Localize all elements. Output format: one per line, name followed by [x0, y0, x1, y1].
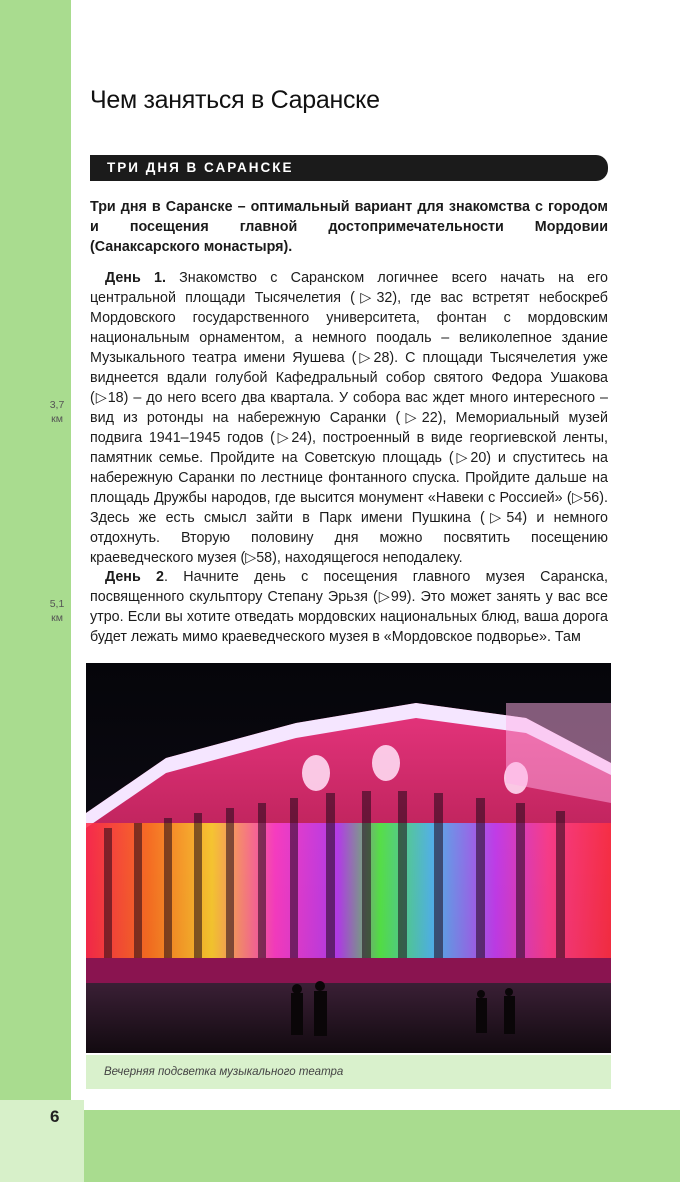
theatre-photo: [86, 663, 611, 1053]
margin-distance-unit: км: [51, 612, 63, 624]
day1-text: Знакомство с Саранском логичнее всего начать на его центральной площади Тысячелетия (▷32), где вас встретят небоскреб Мордовского государственного университета, фонтан с мордовским национальным орнаментом, а немного поодаль – великолепное здание Музыкального театра имени Яушева (▷28). С площади Тысячелетия уже виднеется вдали голубой Кафедральный собор святого Федора Ушакова (▷18) – до него всего два квартала. У собора вас ждет много интересного – вид из ротонды на набережную Саранки (▷22), Мемориальный музей подвига 1941–1945 годов (▷24), построенный в виде георгиевской ленты, памятник семье. Пройдите на Советскую площадь (▷20) и спуститесь на набережную Саранки по лестнице фонтанного спуска. Пройдите дальше на площадь Дружбы народов, где высится монумент «Навеки с Россией» (▷56). Здесь же есть смысл зайти в Парк имени Пушкина (▷54) и немного отдохнуть. Вторую половину дня можно посвятить посещению краеведческого музея (▷58), находящегося неподалеку.: [90, 270, 608, 566]
page-title: Чем заняться в Саранске: [90, 86, 380, 114]
side-color-strip: [0, 0, 71, 1100]
lead-paragraph: Три дня в Саранске – оптимальный вариант для знакомства с городом и посещения главной достопримечательности Мордовии (Санаксарского монастыря).: [90, 199, 608, 255]
margin-distance-value: 3,7: [49, 399, 65, 411]
margin-distance-value: 5,1: [49, 598, 65, 610]
photo-caption: Вечерняя подсветка музыкального театра: [104, 1066, 344, 1078]
page-number: 6: [50, 1107, 60, 1126]
photo-caption-box: [86, 1055, 611, 1089]
page-number-box: [0, 1100, 84, 1182]
day2-text: . Начните день с посещения главного музея Саранска, посвященного скульптору Степану Эрьзя (▷99). Это может занять у вас все утро. Если вы хотите отведать мордовских национальных блюд, ваша дорога будет лежать мимо краеведческого музея в «Мордовское подворье». Там: [90, 569, 608, 645]
section-heading: ТРИ ДНЯ В САРАНСКЕ: [107, 160, 294, 175]
day1-paragraph: [90, 268, 608, 568]
bottom-color-band: [84, 1110, 680, 1182]
margin-distance-unit: км: [51, 413, 63, 425]
day2-paragraph: [90, 567, 608, 647]
day2-label: День 2: [105, 569, 164, 585]
margin-distance-2: [44, 597, 70, 625]
day1-label: День 1.: [105, 270, 166, 286]
section-heading-bar: [90, 155, 608, 181]
margin-distance-1: [44, 398, 70, 426]
